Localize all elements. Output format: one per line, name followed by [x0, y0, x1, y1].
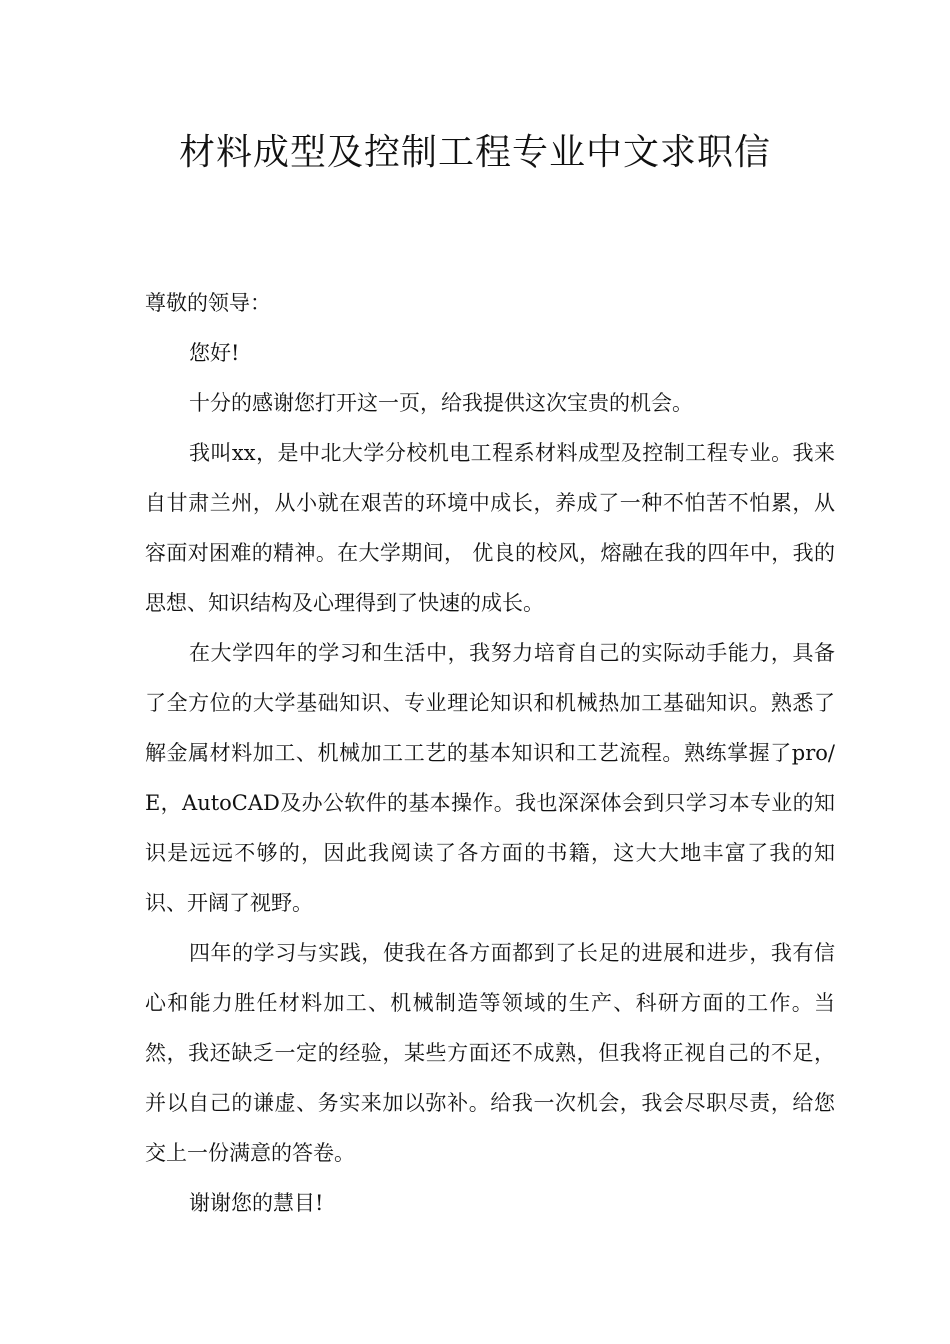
thanks-paragraph: 十分的感谢您打开这一页，给我提供这次宝贵的机会。	[189, 391, 693, 415]
skills-paragraph: 在大学四年的学习和生活中，我努力培育自己的实际动手能力，具备了全方位的大学基础知识、专业理论知识和机械热加工基础知识。熟悉了解金属材料加工、机械加工工艺的基本知识和工艺流程。熟练掌握了pro/E，AutoCAD及办公软件的基本操作。我也深深体会到只学习本专业的知识是远远不够的，因此我阅读了各方面的书籍，这大大地丰富了我的知识、开阔了视野。	[145, 641, 835, 915]
conclusion-paragraph: 四年的学习与实践，使我在各方面都到了长足的进展和进步，我有信心和能力胜任材料加工、机械制造等领域的生产、科研方面的工作。当然，我还缺乏一定的经验，某些方面还不成熟，但我将正视自己的不足，并以自己的谦虚、务实来加以弥补。给我一次机会，我会尽职尽责，给您交上一份满意的答卷。	[145, 941, 835, 1165]
introduction-paragraph: 我叫xx，是中北大学分校机电工程系材料成型及控制工程专业。我来自甘肃兰州，从小就在艰苦的环境中成长，养成了一种不怕苦不怕累，从容面对困难的精神。在大学期间， 优良的校风，熔融在我的四年中，我的思想、知识结构及心理得到了快速的成长。	[145, 441, 835, 615]
document-title: 材料成型及控制工程专业中文求职信	[178, 132, 771, 173]
closing-paragraph: 谢谢您的慧目!	[189, 1191, 324, 1215]
greeting-paragraph: 您好!	[189, 341, 240, 365]
letter-body	[145, 278, 835, 1228]
salutation: 尊敬的领导：	[145, 291, 271, 315]
